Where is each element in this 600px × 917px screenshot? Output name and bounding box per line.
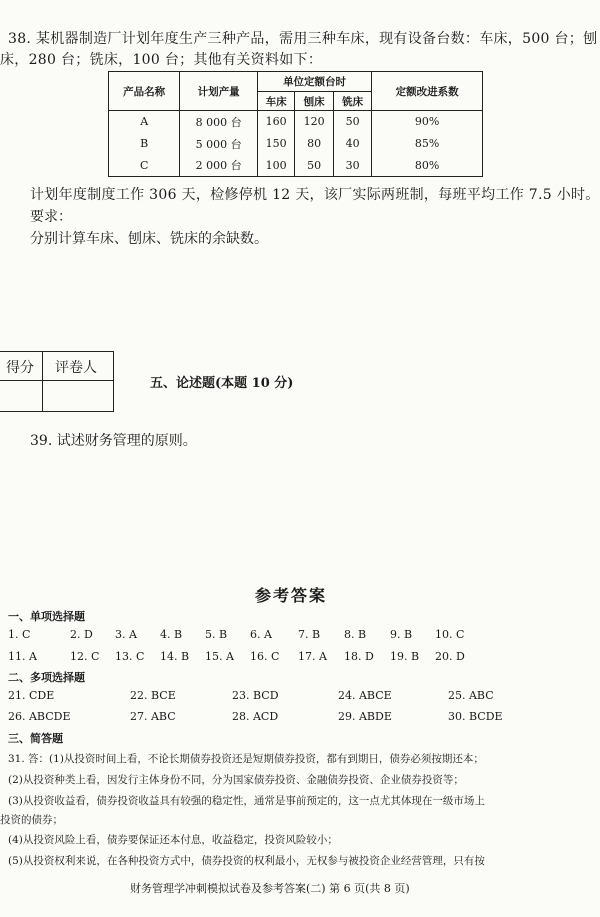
answer-item: 19. B <box>390 650 420 663</box>
header-product: 产品名称 <box>109 72 180 111</box>
answer-item: 9. B <box>390 628 413 641</box>
cell-plan: 5 000 台 <box>180 133 257 155</box>
score-divider <box>0 380 113 381</box>
answer-paragraph: (4)从投资风险上看，债券要保证还本付息，收益稳定，投资风险较小； <box>8 834 338 846</box>
q39-text: 39. 试述财务管理的原则。 <box>30 433 197 449</box>
answer-item: 17. A <box>298 650 327 663</box>
table-row <box>109 111 483 133</box>
header-planer: 刨床 <box>295 92 334 111</box>
answer-paragraph: 31. 答：(1)从投资时间上看，不论长期债券投资还是短期债券投资，都有到期日，债券必须按期还本； <box>8 753 484 765</box>
answer-item: 4. B <box>160 628 183 641</box>
answer-item: 25. ABC <box>448 689 494 702</box>
answer-paragraph: (2)从投资种类上看，因发行主体身份不同，分为国家债券投资、金融债券投资、企业债券投资等； <box>8 774 464 786</box>
section-5-title: 五、论述题(本题 10 分) <box>150 376 294 391</box>
score-label: 得分 <box>6 360 34 376</box>
header-coef: 定额改进系数 <box>372 72 483 111</box>
answer-item: 27. ABC <box>130 710 176 723</box>
answer-item: 22. BCE <box>130 689 176 702</box>
q38-line2: 床，280 台；铣床，100 台；其他有关资料如下： <box>0 52 323 68</box>
answer-item: 13. C <box>115 650 145 663</box>
header-lathe: 车床 <box>257 92 295 111</box>
cell-planer: 120 <box>295 111 334 133</box>
answer-item: 24. ABCE <box>338 689 392 702</box>
answer-item: 23. BCD <box>232 689 279 702</box>
answer-item: 21. CDE <box>8 689 55 702</box>
score-divider <box>42 352 43 411</box>
answer-item: 26. ABCDE <box>8 710 71 723</box>
cell-miller: 50 <box>333 111 371 133</box>
cell-product: C <box>109 155 180 177</box>
cell-product: A <box>109 111 180 133</box>
answer-item: 20. D <box>435 650 465 663</box>
cell-coef: 90% <box>372 111 483 133</box>
cell-coef: 85% <box>372 133 483 155</box>
cell-coef: 80% <box>372 155 483 177</box>
cell-lathe: 100 <box>257 155 295 177</box>
q38-line3: 计划年度制度工作 306 天，检修停机 12 天，该厂实际两班制，每班平均工作 7.5 小时。 <box>30 187 600 203</box>
table-row <box>109 133 483 155</box>
q38-requirement-text: 分别计算车床、刨床、铣床的余缺数。 <box>30 231 268 247</box>
section-short-answer: 三、简答题 <box>8 732 63 745</box>
answer-item: 14. B <box>160 650 190 663</box>
grader-label: 评卷人 <box>55 360 97 376</box>
answer-item: 18. D <box>344 650 374 663</box>
answer-item: 2. D <box>70 628 93 641</box>
answer-item: 28. ACD <box>232 710 279 723</box>
answer-paragraph: (5)从投资权利来说，在各种投资方式中，债券投资的权利最小，无权参与被投资企业经营管理，只有按 <box>8 855 485 867</box>
section-multi-choice: 二、多项选择题 <box>8 671 85 684</box>
score-box <box>0 351 114 412</box>
cell-planer: 50 <box>295 155 334 177</box>
answer-item: 15. A <box>205 650 234 663</box>
header-quota: 单位定额台时 <box>257 72 371 92</box>
answer-item: 7. B <box>298 628 321 641</box>
cell-miller: 30 <box>333 155 371 177</box>
section-single-choice: 一、单项选择题 <box>8 610 85 623</box>
answer-item: 30. BCDE <box>448 710 503 723</box>
cell-planer: 80 <box>295 133 334 155</box>
table-row <box>109 155 483 177</box>
answer-paragraph: 投资的债券； <box>0 814 63 826</box>
q38-data-table <box>108 71 483 177</box>
answer-item: 3. A <box>115 628 137 641</box>
header-plan: 计划产量 <box>180 72 257 111</box>
cell-miller: 40 <box>333 133 371 155</box>
answer-item: 29. ABDE <box>338 710 392 723</box>
q38-requirement-label: 要求： <box>30 209 72 225</box>
cell-product: B <box>109 133 180 155</box>
answer-item: 11. A <box>8 650 37 663</box>
cell-lathe: 160 <box>257 111 295 133</box>
cell-plan: 2 000 台 <box>180 155 257 177</box>
answer-item: 6. A <box>250 628 272 641</box>
q38-line1: 38. 某机器制造厂计划年度生产三种产品，需用三种车床，现有设备台数：车床，500 台；刨 <box>8 31 598 47</box>
answer-item: 12. C <box>70 650 100 663</box>
header-miller: 铣床 <box>333 92 371 111</box>
answer-item: 10. C <box>435 628 465 641</box>
page-footer: 财务管理学冲刺模拟试卷及参考答案(二) 第 6 页(共 8 页) <box>130 882 410 895</box>
answer-item: 8. B <box>344 628 367 641</box>
cell-plan: 8 000 台 <box>180 111 257 133</box>
answer-paragraph: (3)从投资收益看，债券投资收益具有较强的稳定性，通常是事前预定的，这一点尤其体现在一级市场上 <box>8 795 485 807</box>
answer-item: 1. C <box>8 628 31 641</box>
answer-item: 16. C <box>250 650 280 663</box>
cell-lathe: 150 <box>257 133 295 155</box>
answers-title: 参考答案 <box>255 586 328 605</box>
answer-item: 5. B <box>205 628 228 641</box>
